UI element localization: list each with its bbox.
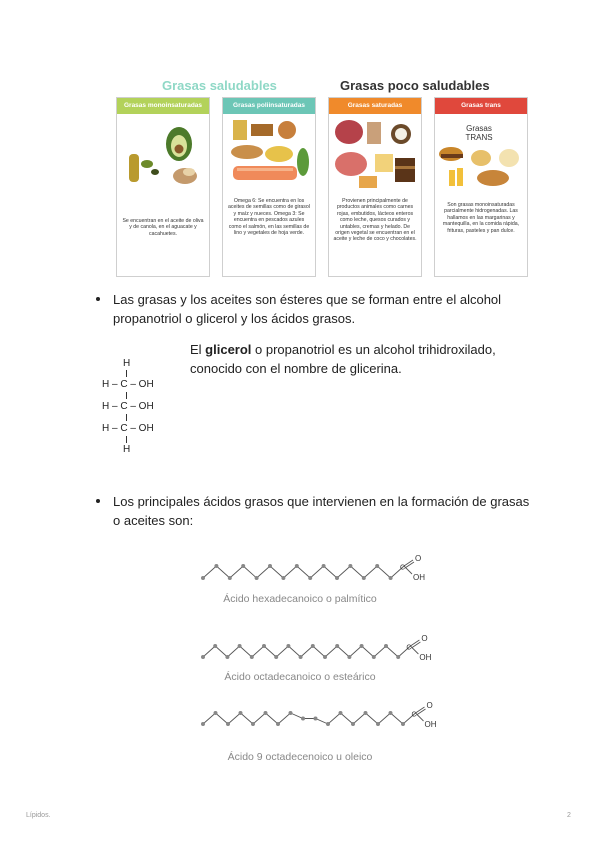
carbon-atom — [384, 644, 388, 648]
single-bond-line — [410, 646, 418, 654]
carbon-atom — [213, 644, 217, 648]
acid-label-stearic: Ácido octadecanoico o esteárico — [224, 671, 376, 683]
carbon-atom — [364, 711, 368, 715]
carbon-atom — [286, 644, 290, 648]
double-bond-line — [416, 707, 425, 713]
formula-bottom-h: H — [123, 444, 131, 455]
formula-top-h: H — [123, 358, 131, 369]
glicerol-bold: glicerol — [205, 342, 252, 357]
single-bond-line — [404, 566, 412, 574]
carbon-atom — [401, 722, 405, 726]
carbon-label: C — [411, 711, 417, 719]
carbon-atom — [268, 564, 272, 568]
acid-label-palmitic: Ácido hexadecanoico o palmítico — [223, 593, 377, 605]
unhealthy-fats-title: Grasas poco saludables — [340, 78, 490, 93]
card-description: Se encuentran en el aceite de oliva y de canola, en el aguacate y cacahuetes. — [122, 218, 204, 237]
healthy-fats-title: Grasas saludables — [162, 78, 277, 93]
carbon-atom — [276, 722, 280, 726]
carbon-atom — [311, 644, 315, 648]
carbon-atom — [335, 644, 339, 648]
carbon-atom — [348, 564, 352, 568]
carbon-atom — [314, 717, 318, 721]
formula-row: H – C – OH — [102, 423, 154, 434]
oxygen-label: O — [421, 634, 428, 643]
svg-text:Grasas: Grasas — [466, 124, 492, 133]
hydroxyl-label: OH — [419, 653, 432, 662]
carbon-chain — [203, 713, 416, 724]
carbon-atom — [255, 576, 259, 580]
carbon-atom — [362, 576, 366, 580]
card-header: Grasas monoinsaturadas — [117, 98, 209, 114]
oxygen-label: O — [415, 554, 422, 563]
carbon-label: C — [400, 564, 406, 572]
page-number: 2 — [567, 812, 571, 819]
carbon-atom — [251, 722, 255, 726]
carbon-atom — [351, 722, 355, 726]
carbon-atom — [225, 655, 229, 659]
carbon-atom — [226, 722, 230, 726]
glicerol-suffix: o propanotriol es un alcohol trihidroxilado, conocido con el nombre de glicerina. — [190, 342, 496, 376]
carbon-atom — [335, 576, 339, 580]
carbon-atom — [372, 655, 376, 659]
carbon-atom — [281, 576, 285, 580]
card-description: Provienen principalmente de productos animales como carnes rojas, embutidos, lácteos enteros como leche, quesos curados y untables, cremas y helado. De origen vegetal se encuentran en el aceite y leche de coco y chocolates. — [333, 198, 417, 243]
carbon-atom — [201, 576, 205, 580]
carbon-atom — [214, 564, 218, 568]
carbon-atom — [396, 655, 400, 659]
formula-row: H – C – OH — [102, 379, 154, 390]
carbon-atom — [389, 711, 393, 715]
carbon-atom — [228, 576, 232, 580]
glicerol-prefix: El — [190, 342, 206, 357]
footer-title: Lípidos. — [26, 812, 51, 819]
carbon-atom — [376, 722, 380, 726]
double-bond-line — [405, 562, 414, 568]
hydroxyl-label: OH — [413, 573, 425, 582]
carbon-atom — [347, 655, 351, 659]
carbon-atom — [201, 655, 205, 659]
oxygen-label: O — [426, 701, 433, 710]
carbon-atom — [322, 564, 326, 568]
hydroxyl-label: OH — [424, 720, 437, 729]
carbon-atom — [238, 644, 242, 648]
carbon-atom — [214, 711, 218, 715]
carbon-atom — [241, 564, 245, 568]
bullet-text: Los principales ácidos grasos que intervienen en la formación de grasas o aceites son: — [113, 494, 530, 528]
carbon-atom — [308, 576, 312, 580]
carbon-atom — [201, 722, 205, 726]
carbon-chain — [203, 646, 410, 657]
carbon-atom — [375, 564, 379, 568]
carbon-atom — [299, 655, 303, 659]
carbon-atom — [274, 655, 278, 659]
carbon-label: C — [406, 644, 412, 652]
card-header: Grasas saturadas — [329, 98, 421, 114]
card-description: Son grasas monoinsaturadas parcialmente hidrogenadas. Las hallamos en las margarinas y mantequilla, en la comida rápida, frituras, pasteles y pan dulce. — [442, 202, 520, 234]
carbon-atom — [323, 655, 327, 659]
card-header: Grasas poliinsaturadas — [223, 98, 315, 114]
double-bond-line — [410, 640, 419, 646]
card-header: Grasas trans — [435, 98, 527, 114]
double-bond-line — [411, 642, 420, 648]
double-bond-line — [417, 709, 426, 715]
carbon-atom — [326, 722, 330, 726]
carbon-atom — [295, 564, 299, 568]
carbon-chain — [203, 566, 404, 578]
carbon-atom — [389, 576, 393, 580]
carbon-atom — [360, 644, 364, 648]
single-bond-line — [416, 713, 424, 721]
carbon-atom — [289, 711, 293, 715]
carbon-atom — [239, 711, 243, 715]
bullet-text: Las grasas y los aceites son ésteres que se forman entre el alcohol propanotriol o glicerol y los ácidos grasos. — [113, 292, 502, 326]
carbon-atom — [264, 711, 268, 715]
carbon-atom — [262, 644, 266, 648]
svg-text:TRANS: TRANS — [465, 133, 493, 142]
carbon-atom — [301, 717, 305, 721]
acid-label-oleic: Ácido 9 octadecenoico u oleico — [227, 751, 373, 763]
card-description: Omega 6: Se encuentra en los aceites de semillas como de girasol y maíz y nueces. Omega 3: Se encuentra en pescados azules como el salmón, en las semillas de lino y vegetales de hoja verde. — [228, 198, 310, 237]
carbon-atom — [339, 711, 343, 715]
double-bond-line — [404, 560, 413, 566]
carbon-atom — [250, 655, 254, 659]
formula-row: H – C – OH — [102, 401, 154, 412]
